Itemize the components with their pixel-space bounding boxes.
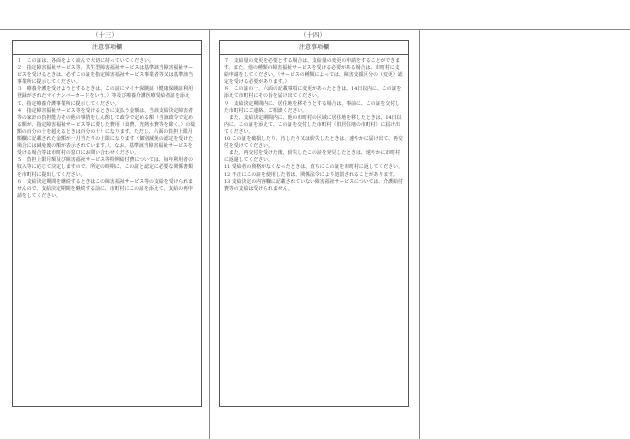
notes-paragraph: ７ 支給量の変更を必要とする場合は、支給量の変更の申請をすることができます。また、他の種類の障害福祉サービスを受ける必要がある場合は、市町村に支給申請をしてください。（サービスの種類によっては、障害支援区分の（変更）認定を受ける必要があります。） — [224, 58, 403, 86]
notes-title-14: 注意事項欄 — [220, 41, 408, 55]
notes-paragraph: 11 受給者の資格がなくなったときは、直ちにこの証を市町村に返してください。 — [224, 164, 403, 171]
notes-paragraph: ８ この証の一、六面の記載事項に変更があったときは、14日以内に、この証を添えて市町村にその旨を届け出てください。 — [224, 86, 402, 100]
notes-box-13 — [12, 40, 202, 407]
notes-paragraph: ９ 支給決定期間内に、居住地を移そうとする場合は、事前に、この証を交付した市町村にご連絡、ご相談ください。 — [224, 100, 401, 114]
notes-paragraph: ３ 療養介護を受けようとするときは、この証にマイナ保険証（健康保険証利用登録がされたマイナンバーカードをいう。）等及び療養介護医療受給者証を添えて、指定療養介護事業所に提示してください。 — [17, 86, 193, 107]
notes-body-14 — [220, 55, 408, 193]
page-label-14: （十四） — [300, 31, 326, 39]
notes-paragraph: 12 不正にこの証を使用した者は、関係法令により処罰されることがあります。 — [224, 171, 398, 178]
notes-box-14 — [219, 40, 409, 407]
page-label-13: （十三） — [92, 31, 118, 39]
notes-paragraph: ２ 指定障害福祉サービス等、共生型障害福祉サービスは基準該当障害福祉サービスを受けるときは、必ずこの証を指定障害福祉サービス事業者等又は基準該当事業所に提示してください。 — [17, 65, 194, 86]
notes-paragraph: ４ 指定障害福祉サービス等を受けるときに支払う金額は、当該支給決定障害者等の家計の負担能力その他の事情をしん酌して政令で定める額（当該政令で定める額が、指定障害福祉サービス等に要した費用（食費、光熱水費等を除く。）の総額の百分の十を超えるときは百分の十）になります。ただし、六面の負担上限月額欄に記載された金額が一月当たりの上限になります（個別減免の認定を受けた場合には減免後の額が表示されています。）。なお、基準該当障害福祉サービスを受ける場合等は市町村の窓口にお問い合わせください。 — [17, 107, 196, 157]
notes-body-13 — [13, 55, 201, 200]
notes-paragraph: また、再交付を受けた後、紛失したこの証を発見したときは、速やかに市町村に返還してください。 — [224, 150, 401, 164]
notes-paragraph: 10 この証を破損したり、汚したり又は紛失したときは、速やかに届け出て、再交付を受けてください。 — [224, 136, 403, 150]
blank-panel — [420, 30, 630, 439]
notes-paragraph: １ この証は、各面をよく読んで大切に持っていてください。 — [17, 58, 154, 64]
notes-paragraph: 13 支給決定の内容欄に記載されていない障害福祉サービスについては、介護給付費等の支給は受けられません。 — [224, 178, 403, 192]
notes-paragraph: ５ 負担上限月額及び障害福祉サービス等特例給付費については、毎年利用者の収入等に応じて決定しますので、所定の時期に、この証と認定に必要な関係書類を市町村に提出してください。 — [17, 157, 193, 178]
notes-title-13: 注意事項欄 — [13, 41, 201, 55]
panel-divider-1 — [209, 29, 210, 439]
notes-paragraph: ６ 支給決定期間を継続するときはこの障害福祉サービス等の支給を受けられませんので、支給決定期間を継続する前に、市町村にこの証を添えて、支給の再申請をしてください。 — [17, 178, 194, 199]
notes-paragraph: また、支給決定期間内に、他の市町村の区域に居住地を移したときは、14日以内に、この証を添えて、この証を交付した市町村（旧居住地の市町村）に届け出てください。 — [224, 114, 402, 135]
